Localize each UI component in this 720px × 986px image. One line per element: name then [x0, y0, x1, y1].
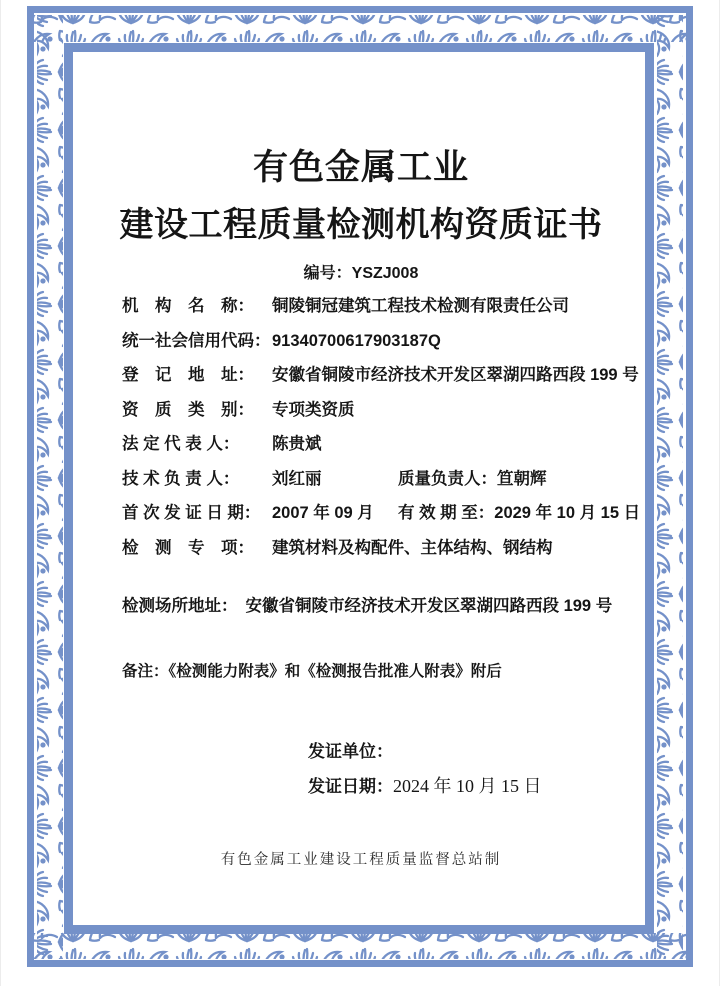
field-row-testing-specialties	[122, 539, 622, 557]
field-list	[122, 297, 641, 573]
field-label: 技 术 负 责 人：	[122, 469, 240, 488]
title-line-2: 建设工程质量检测机构资质证书	[119, 206, 603, 244]
field-label: 法 定 代 表 人：	[122, 435, 240, 453]
field-value: 安徽省铜陵市经济技术开发区翠湖四路西段 199 号	[245, 597, 613, 615]
field-label: 首 次 发 证 日 期：	[122, 504, 261, 522]
testing-site-address	[122, 592, 642, 616]
serial-value: YSZJ008	[351, 265, 419, 282]
issue-date-label: 发证日期：	[308, 777, 393, 796]
field-pair-valid-until	[398, 504, 640, 522]
field-value: 笪朝辉	[497, 469, 547, 488]
field-value: 安徽省铜陵市经济技术开发区翠湖四路西段 199 号	[272, 366, 639, 384]
field-value: 陈贵斌	[272, 435, 322, 453]
field-label: 检测场所地址：	[122, 597, 238, 615]
field-value: 铜陵铜冠建筑工程技术检测有限责任公司	[272, 297, 569, 315]
serial-number	[1, 260, 720, 283]
field-label: 统一社会信用代码：	[122, 331, 271, 350]
field-value: 2007 年 09 月	[272, 504, 374, 522]
field-label: 资 质 类 别：	[122, 400, 254, 419]
issue-date-line	[308, 772, 542, 798]
title-line-1: 有色金属工业	[252, 148, 469, 187]
field-row-org-name	[122, 297, 622, 315]
field-label: 质量负责人：	[398, 469, 497, 488]
remark-line: 备注：《检测能力附表》和《检测报告批准人附表》附后	[122, 663, 502, 680]
issuing-authority-label: 发证单位：	[308, 742, 393, 761]
field-row-legal-representative	[122, 435, 622, 453]
field-label: 登 记 地 址：	[122, 366, 254, 384]
printed-by-line: 有色金属工业建设工程质量监督总站制	[220, 852, 502, 868]
field-value: 专项类资质	[272, 400, 355, 419]
field-row-technical-director	[122, 470, 622, 488]
field-label: 检 测 专 项：	[122, 538, 254, 557]
field-value: 91340700617903187Q	[272, 331, 441, 350]
field-value: 建筑材料及构配件、主体结构、钢结构	[272, 538, 553, 557]
serial-label: 编号：	[303, 265, 352, 282]
field-row-first-issue-date	[122, 504, 641, 522]
field-pair-quality-director	[398, 470, 547, 488]
field-row-qualification-category	[122, 401, 622, 419]
field-row-registered-address	[122, 366, 639, 384]
issue-date-value: 2024 年 10 月 15 日	[393, 776, 542, 796]
field-value: 2029 年 10 月 15 日	[494, 504, 641, 522]
certificate-content	[1, 0, 720, 986]
field-label: 有 效 期 至：	[398, 504, 495, 522]
field-row-credit-code	[122, 332, 622, 350]
field-label: 机 构 名 称：	[122, 297, 254, 315]
field-value: 刘红丽	[272, 469, 322, 488]
